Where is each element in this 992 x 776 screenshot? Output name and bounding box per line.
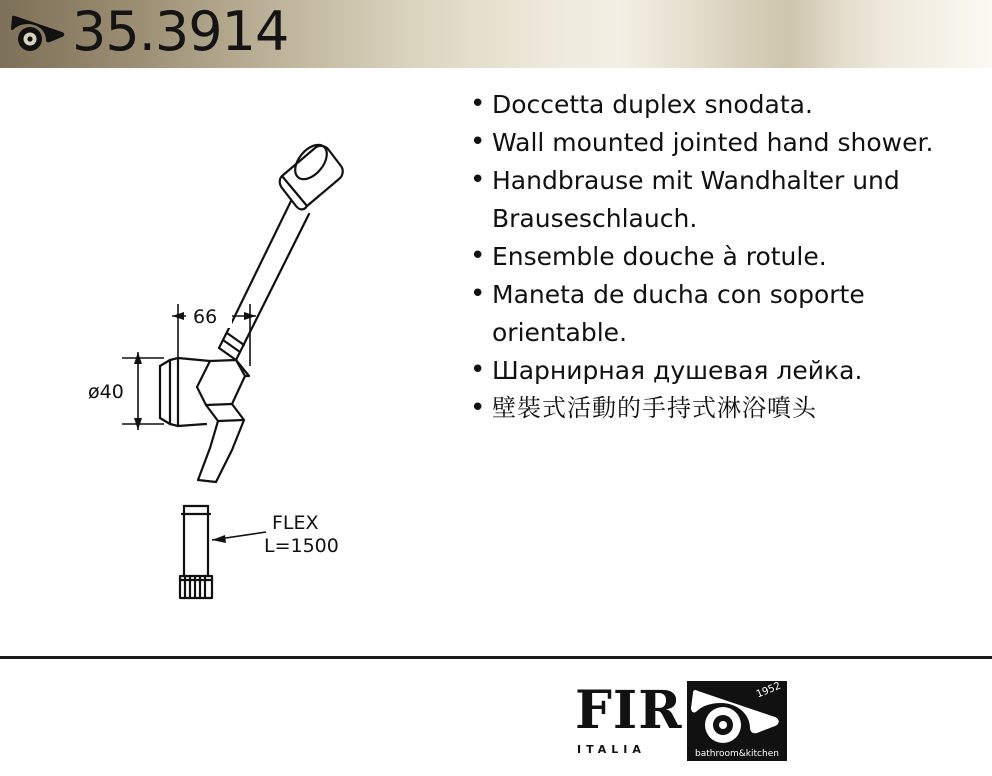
main-content (0, 68, 992, 656)
footer (0, 659, 992, 776)
list-item (470, 352, 990, 389)
list-item (470, 124, 990, 161)
feature-text-es-line2: orientable. (492, 318, 628, 347)
bullet-icon: • (470, 241, 486, 271)
product-code: 35.3914 (72, 0, 289, 63)
product-technical-drawing (60, 108, 460, 648)
feature-text-en: Wall mounted jointed hand shower. (492, 128, 934, 157)
bullet-icon: • (470, 165, 486, 195)
list-item (470, 238, 990, 275)
bullet-icon: • (470, 279, 486, 309)
feature-text-es: Maneta de ducha con soporte (492, 280, 865, 309)
feature-text-it: Doccetta duplex snodata. (492, 90, 813, 119)
brand-year: 1952 (754, 680, 783, 701)
feature-text-fr: Ensemble douche à rotule. (492, 242, 827, 271)
fir-fan-icon (687, 681, 787, 747)
feature-text-de-line2: Brauseschlauch. (492, 204, 698, 233)
fir-fan-icon (10, 12, 68, 56)
brand-name: FIR (575, 680, 683, 741)
brand-country: ITALIA (577, 743, 646, 756)
list-item (470, 390, 990, 427)
list-item (470, 276, 990, 313)
bullet-icon: • (470, 355, 486, 385)
brand-tagline: bathroom&kitchen (687, 747, 787, 761)
feature-list (470, 86, 990, 428)
header-band (0, 0, 992, 68)
list-item-continuation (470, 314, 990, 351)
flex-label-line2: L=1500 (264, 535, 339, 557)
bullet-icon: • (470, 127, 486, 157)
fir-italia-logo (575, 681, 787, 763)
dimension-label-diameter: ø40 (88, 381, 124, 403)
bullet-icon: • (470, 393, 486, 423)
header-content (0, 0, 288, 68)
feature-text-de: Handbrause mit Wandhalter und (492, 166, 900, 195)
list-item (470, 86, 990, 123)
feature-text-ru: Шарнирная душевая лейка. (492, 356, 863, 385)
list-item-continuation (470, 200, 990, 237)
list-item (470, 162, 990, 199)
dimension-label-66: 66 (193, 306, 218, 328)
bullet-icon: • (470, 89, 486, 119)
feature-text-zh: 壁裝式活動的手持式淋浴噴头 (492, 394, 817, 422)
flex-label-line1: FLEX (272, 512, 319, 534)
